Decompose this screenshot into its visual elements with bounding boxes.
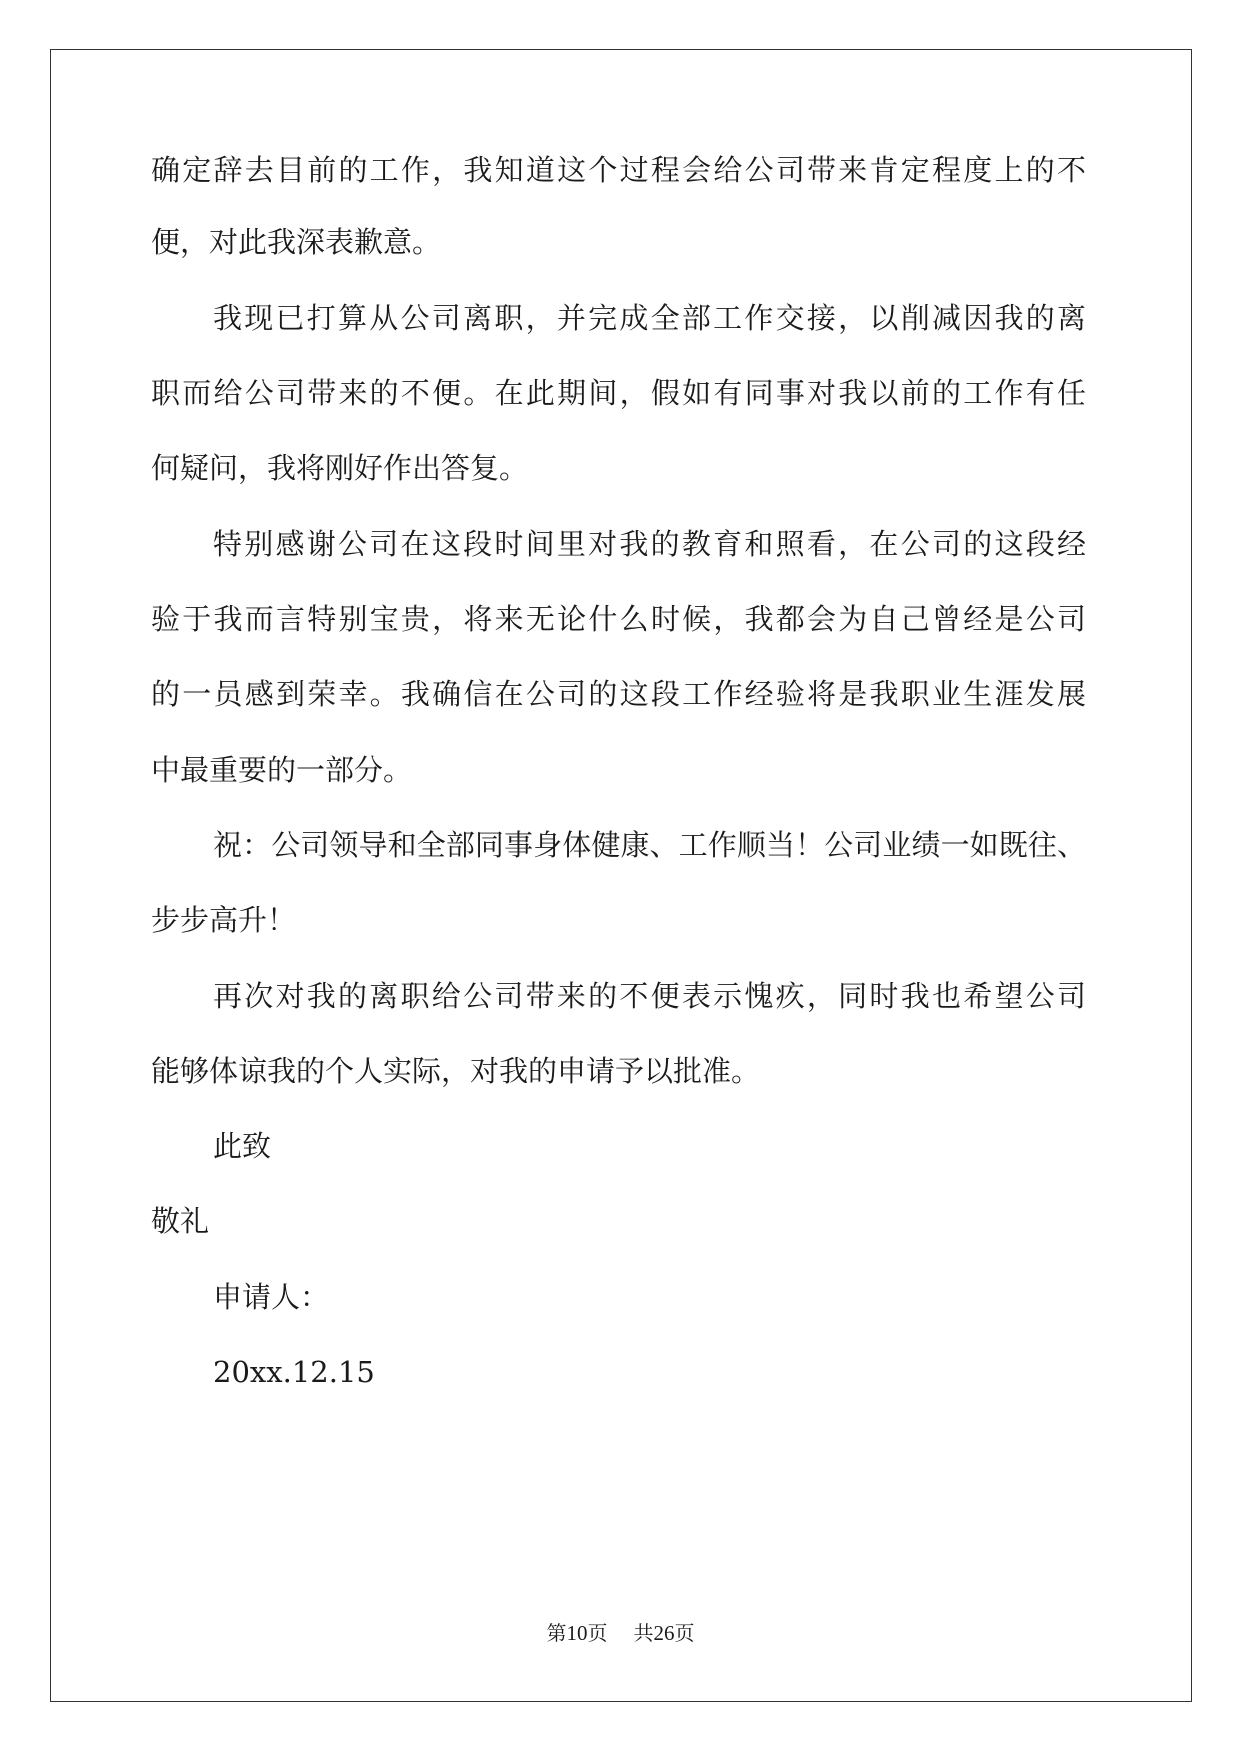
footer-page-total: 26	[653, 1621, 675, 1645]
body-line-12: 再次对我的离职给公司带来的不便表示愧疚，同时我也希望公司	[213, 979, 1086, 1013]
body-line-3: 我现已打算从公司离职，并完成全部工作交接，以削减因我的离	[213, 301, 1086, 335]
body-line-6: 特别感谢公司在这段时间里对我的教育和照看，在公司的这段经	[213, 527, 1086, 561]
body-line-13: 能够体谅我的个人实际，对我的申请予以批准。	[151, 1054, 761, 1088]
body-line-8: 的一员感到荣幸。我确信在公司的这段工作经验将是我职业生涯发展	[151, 677, 1086, 711]
body-line-11: 步步高升！	[151, 903, 297, 937]
closing-cizhi: 此致	[213, 1129, 272, 1163]
footer-total-suffix: 页	[674, 1621, 695, 1645]
date: 20xx.12.15	[213, 1355, 375, 1389]
body-line-2: 便，对此我深表歉意。	[151, 225, 442, 259]
body-line-7: 验于我而言特别宝贵，将来无论什么时候，我都会为自己曾经是公司	[151, 602, 1086, 636]
footer-page-current: 10	[566, 1621, 588, 1645]
body-line-9: 中最重要的一部分。	[151, 753, 413, 787]
page-footer	[0, 1620, 1241, 1646]
body-line-10: 祝：公司领导和全部同事身体健康、工作顺当！公司业绩一如既往、	[213, 828, 1086, 862]
footer-total-prefix: 共	[633, 1621, 654, 1645]
footer-page-prefix: 第	[546, 1621, 567, 1645]
closing-jingli: 敬礼	[151, 1204, 210, 1238]
body-line-1: 确定辞去目前的工作，我知道这个过程会给公司带来肯定程度上的不	[151, 153, 1086, 187]
body-line-4: 职而给公司带来的不便。在此期间，假如有同事对我以前的工作有任	[151, 376, 1086, 410]
applicant-label: 申请人：	[213, 1280, 330, 1314]
page-border	[50, 49, 1192, 1702]
footer-page-suffix: 页	[587, 1621, 608, 1645]
body-line-5: 何疑问，我将刚好作出答复。	[151, 451, 529, 485]
